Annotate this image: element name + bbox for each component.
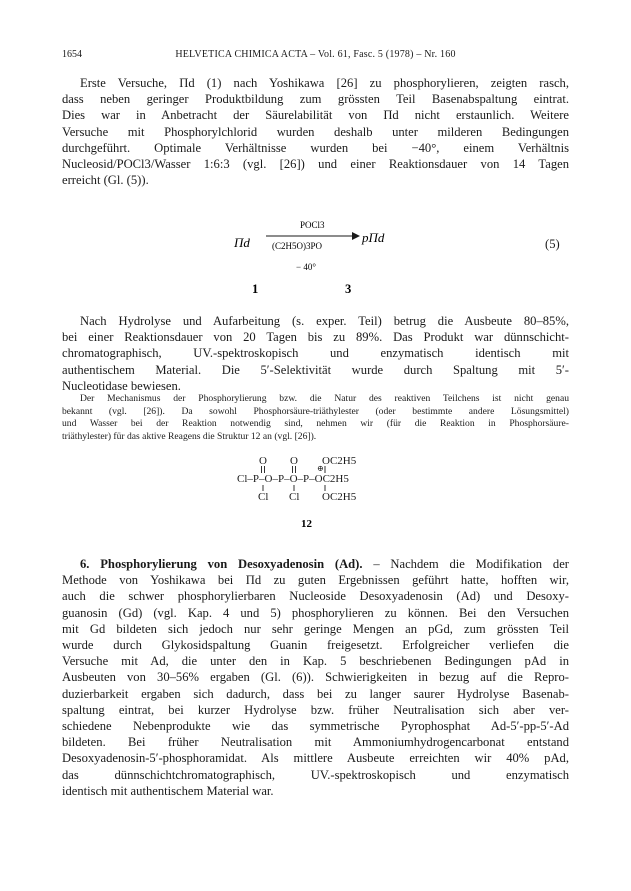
oxygen-1: O — [259, 455, 267, 467]
text-line: das dünnschichtchromatographisch, UV.-spektroskopisch und enzymatisch — [62, 767, 569, 782]
text-line: bei einer Reaktionsdauer von 20 Tagen bis zu 89%. Das Produkt war dünnschicht- — [62, 330, 569, 345]
equation-number: (5) — [545, 237, 560, 251]
text-line: spaltung eintrat, bei kurzer Hydrolyse bzw. früher Neutralisation sich aber ver- — [62, 702, 569, 717]
text-line: guanosin (Gd) (vgl. Kap. 4 und 5) phosphorylieren zu können. Bei den Versuchen — [62, 605, 569, 620]
chlorine-2: Cl — [289, 491, 300, 503]
equation-temperature: − 40° — [296, 262, 316, 272]
text-line: chromatographisch, UV.-spektroskopisch und enzymatisch identisch mit — [62, 346, 569, 361]
text-line — [62, 556, 569, 572]
charge-icon: ⊕ — [317, 464, 324, 473]
page-number: 1654 — [62, 49, 82, 60]
text-line: Dies war in Anbetracht der Säurelabilität von Πd nicht erstaunlich. Weitere — [62, 108, 569, 123]
ethoxy-top: OC2H5 — [322, 455, 357, 467]
text-line: Erste Versuche, Πd (1) nach Yoshikawa [26] zu phosphorylieren, zeigten rasch, — [80, 76, 569, 90]
section-heading-tail: – Nachdem die Modifikation der — [362, 557, 569, 571]
phosphate-chain: Cl–P–O–P–O–P–OC2H5 — [237, 473, 349, 485]
journal-line: HELVETICA CHIMICA ACTA – Vol. 61, Fasc. 5 (1978) – Nr. 160 — [175, 49, 456, 60]
text-line: bildeten. Bei früher Neutralisation mit Ammoniumhydrogencarbonat entstand — [62, 735, 569, 750]
text-line: Nach Hydrolyse und Aufarbeitung (s. exper. Teil) betrug die Ausbeute 80–85%, — [80, 314, 569, 328]
equation-left: Πd — [234, 235, 250, 250]
text-line: auch die schwer phosphorylierbaren Nucleoside Desoxyadenosin (Ad) und Desoxy- — [62, 589, 569, 604]
text-line: erreicht (Gl. (5)). — [62, 173, 149, 188]
text-line: Nucleotidase bewiesen. — [62, 378, 181, 393]
text-line: wurde durch Glykosidspaltung Guanin freigesetzt. Erfolgreicher verliefen die — [62, 638, 569, 653]
text-line: dass neben geringer Produktbildung zum grössten Teil Basenabspaltung eintrat. — [62, 92, 569, 107]
text-line: und Wasser bei der Reaktion notwendig sind, nehmen wir (für die Reaktion in Phosphorsäure- — [62, 418, 569, 430]
section-heading: 6. Phosphorylierung von Desoxyadenosin (Ad). — [80, 557, 363, 571]
equation-reagent-top: POCl3 — [300, 220, 325, 230]
text-line: Nucleosid/POCl3/Wasser 1:6:3 (vgl. [26]) und einer Reaktionsdauer von 14 Tagen — [62, 157, 569, 172]
text-line: bekannt (vgl. [26]). Da sowohl Phosphorsäure-triäthylester (oder bestimmte andere Lösungsmittel) — [62, 405, 569, 417]
compound-label-3: 3 — [345, 282, 352, 296]
structure-label-12: 12 — [301, 518, 312, 530]
text-line: Methode von Yoshikawa bei Πd zu guten Ergebnissen geführt hatte, hofften wir, — [62, 573, 569, 588]
chlorine-1: Cl — [258, 491, 269, 503]
compound-label-1: 1 — [252, 282, 259, 296]
text-line: Versuche mit Ad, die unter den in Kap. 5 beschriebenen Bedingungen pAd in — [62, 654, 569, 669]
equation-reagent-bottom: (C2H5O)3PO — [272, 241, 323, 251]
text-line: Ausbeuten von 30–56% ergaben (Gl. (6)). Schwierigkeiten in bezug auf die Repro- — [62, 670, 569, 685]
text-line: identisch mit authentischem Material war. — [62, 783, 274, 798]
text-line: authentischem Material. Die 5′-Selektivität wurde durch Spaltung mit 5′- — [62, 362, 569, 377]
section-6 — [62, 556, 569, 799]
text-line: triäthylester) für das aktive Reagens die Struktur 12 an (vgl. [26]). — [62, 430, 317, 442]
text-line: Versuche mit Phosphorylchlorid wurden deshalb unter milderen Bedingungen — [62, 124, 569, 139]
text-line: durchgeführt. Optimale Verhältnisse wurden bei −40°, einem Verhältnis — [62, 140, 569, 155]
text-line: mit Gd bildeten sich jedoch nur sehr geringe Mengen an pGd, zum grössten Teil — [62, 621, 569, 636]
text-line: Desoxyadenosin-5′-phosphoramidat. Als mittlere Ausbeute erreichten wir 40% pAd, — [62, 751, 569, 766]
oxygen-2: O — [290, 455, 298, 467]
equation-right: pΠd — [362, 230, 385, 245]
text-line: duzierbarkeit ergaben sich dadurch, dass bei zu langer saurer Hydrolyse Basenab- — [62, 686, 569, 701]
text-line: schiedene Nebenprodukte wie das symmetrische Pyrophosphat Ad-5′-pp-5′-Ad — [62, 719, 569, 734]
text-line: Der Mechanismus der Phosphorylierung bzw. die Natur des reaktiven Teilchens ist nicht genau — [80, 393, 569, 404]
ethoxy-bottom: OC2H5 — [322, 491, 357, 503]
